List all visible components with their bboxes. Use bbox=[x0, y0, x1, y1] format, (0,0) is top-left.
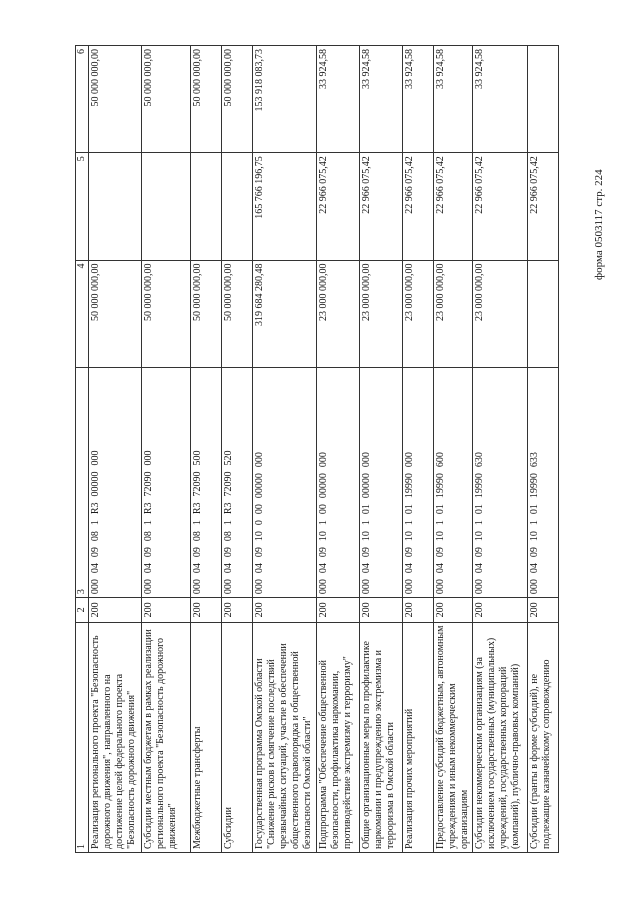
row-approved: 23 000 000,00 bbox=[317, 260, 360, 367]
row-budget-code: 00004091010119990633 bbox=[528, 367, 559, 597]
row-name: Субсидии bbox=[222, 622, 253, 852]
row-unexecuted: 50 000 000,00 bbox=[222, 46, 253, 153]
row-unexecuted: 33 924,58 bbox=[473, 46, 528, 153]
row-budget-code: 00004091010000000000 bbox=[317, 367, 360, 597]
header-col-5: 5 bbox=[76, 153, 89, 260]
row-name: Субсидии (гранты в форме субсидий), не подлежащие казначейскому сопровождению bbox=[528, 622, 559, 852]
row-unexecuted: 50 000 000,00 bbox=[191, 46, 222, 153]
row-line-code: 200 bbox=[142, 598, 191, 622]
form-label bbox=[590, 30, 608, 280]
row-unexecuted: 50 000 000,00 bbox=[89, 46, 142, 153]
header-col-1: 1 bbox=[76, 622, 89, 852]
header-col-6: 6 bbox=[76, 46, 89, 153]
row-unexecuted: 50 000 000,00 bbox=[142, 46, 191, 153]
table-row bbox=[253, 46, 317, 853]
row-executed bbox=[191, 153, 222, 260]
row-name: Реализация прочих мероприятий bbox=[403, 622, 434, 852]
row-executed: 22 966 075,42 bbox=[528, 153, 559, 260]
row-name: Общие организационные меры по профилактике наркомании и предупреждению экстремизма и терроризма в Омской области bbox=[360, 622, 403, 852]
row-name: Межбюджетные трансферты bbox=[191, 622, 222, 852]
row-unexecuted: 33 924,58 bbox=[317, 46, 360, 153]
table-row bbox=[403, 46, 434, 853]
row-unexecuted: 153 918 083,73 bbox=[253, 46, 317, 153]
row-budget-code: 00004091010119990630 bbox=[473, 367, 528, 597]
row-executed: 22 966 075,42 bbox=[360, 153, 403, 260]
row-budget-code: 00004091010119990000 bbox=[403, 367, 434, 597]
table-row bbox=[528, 46, 559, 853]
row-executed bbox=[222, 153, 253, 260]
row-budget-code: 0000409081R372090520 bbox=[222, 367, 253, 597]
row-executed: 22 966 075,42 bbox=[317, 153, 360, 260]
row-unexecuted: 33 924,58 bbox=[360, 46, 403, 153]
row-line-code: 200 bbox=[403, 598, 434, 622]
row-unexecuted: 33 924,58 bbox=[434, 46, 473, 153]
row-executed: 22 966 075,42 bbox=[473, 153, 528, 260]
row-executed: 22 966 075,42 bbox=[434, 153, 473, 260]
row-name: Реализация регионального проекта "Безопасность дорожного движения", направленного на достижение целей федерального проекта "Безопасность дорожного движения" bbox=[89, 622, 142, 852]
row-approved: 23 000 000,00 bbox=[360, 260, 403, 367]
row-approved: 50 000 000,00 bbox=[89, 260, 142, 367]
row-approved: 23 000 000,00 bbox=[473, 260, 528, 367]
row-executed: 22 966 075,42 bbox=[403, 153, 434, 260]
header-col-4: 4 bbox=[76, 260, 89, 367]
row-budget-code: 0000409081R372090000 bbox=[142, 367, 191, 597]
table-row bbox=[142, 46, 191, 853]
row-name: Предоставление субсидий бюджетным, автономным учреждениям и иным некоммерческим организациям bbox=[434, 622, 473, 852]
row-executed bbox=[142, 153, 191, 260]
budget-table bbox=[75, 45, 559, 853]
row-budget-code: 0000409081R372090500 bbox=[191, 367, 222, 597]
row-unexecuted: 33 924,58 bbox=[403, 46, 434, 153]
row-line-code: 200 bbox=[253, 598, 317, 622]
row-approved: 50 000 000,00 bbox=[191, 260, 222, 367]
row-approved: 50 000 000,00 bbox=[142, 260, 191, 367]
form-label-text: форма 0503117 стр. 224 bbox=[593, 169, 605, 280]
row-approved bbox=[528, 260, 559, 367]
row-budget-code: 00004091000000000000 bbox=[253, 367, 317, 597]
row-line-code: 200 bbox=[317, 598, 360, 622]
row-executed: 165 766 196,75 bbox=[253, 153, 317, 260]
row-line-code: 200 bbox=[434, 598, 473, 622]
table-row bbox=[317, 46, 360, 853]
header-row bbox=[76, 46, 89, 853]
row-name: Субсидии местным бюджетам в рамках реализации регионального проекта "Безопасность дорожного движения" bbox=[142, 622, 191, 852]
rotated-page bbox=[75, 45, 582, 853]
row-line-code: 200 bbox=[222, 598, 253, 622]
table-row bbox=[434, 46, 473, 853]
row-approved: 319 684 280,48 bbox=[253, 260, 317, 367]
row-line-code: 200 bbox=[473, 598, 528, 622]
header-col-3: 3 bbox=[76, 367, 89, 597]
table-row bbox=[89, 46, 142, 853]
row-name: Субсидии некоммерческим организациям (за исключением государственных (муниципальных) учреждений, государственных корпораций (компаний), публично-правовых компаний) bbox=[473, 622, 528, 852]
header-col-2: 2 bbox=[76, 598, 89, 622]
row-budget-code: 00004091010100000000 bbox=[360, 367, 403, 597]
row-line-code: 200 bbox=[191, 598, 222, 622]
row-unexecuted bbox=[528, 46, 559, 153]
row-executed bbox=[89, 153, 142, 260]
table-row bbox=[191, 46, 222, 853]
row-line-code: 200 bbox=[89, 598, 142, 622]
row-approved: 23 000 000,00 bbox=[403, 260, 434, 367]
row-line-code: 200 bbox=[360, 598, 403, 622]
row-name: Государственная программа Омской области "Снижение рисков и смягчение последствий чрезвычайных ситуаций, участие в обеспечении общественного правопорядка и общественной безопасности Омской области" bbox=[253, 622, 317, 852]
row-approved: 50 000 000,00 bbox=[222, 260, 253, 367]
row-budget-code: 00004091010119990600 bbox=[434, 367, 473, 597]
table-row bbox=[473, 46, 528, 853]
row-line-code: 200 bbox=[528, 598, 559, 622]
row-approved: 23 000 000,00 bbox=[434, 260, 473, 367]
table-row bbox=[222, 46, 253, 853]
row-name: Подпрограмма "Обеспечение общественной безопасности, профилактика наркомании, противодействие экстремизму и терроризму" bbox=[317, 622, 360, 852]
table-row bbox=[360, 46, 403, 853]
row-budget-code: 0000409081R300000000 bbox=[89, 367, 142, 597]
